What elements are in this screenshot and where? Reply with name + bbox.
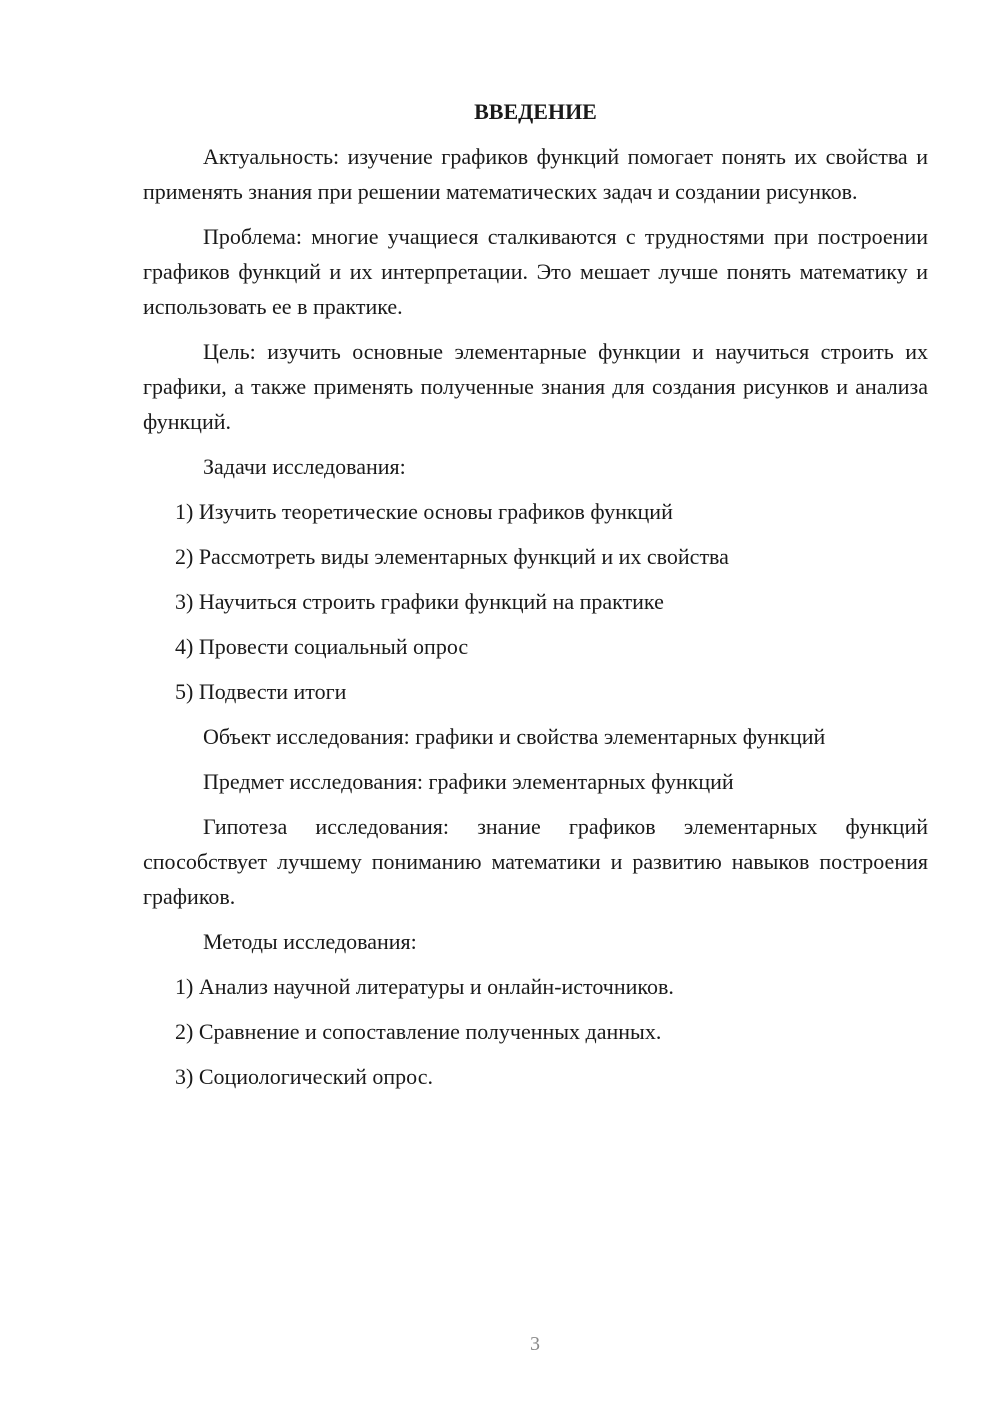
list-item: 2) Рассмотреть виды элементарных функций и их свойства (175, 544, 729, 569)
methods-heading: Методы исследования: (203, 929, 417, 954)
goal-paragraph: Цель: изучить основные элементарные функции и научиться строить их графики, а также применять полученные знания для создания рисунков и анализа функций. (143, 339, 928, 434)
methods-list (143, 969, 928, 1094)
list-item: 1) Изучить теоретические основы графиков функций (175, 499, 673, 524)
page-number: 3 (530, 1333, 540, 1355)
list-item: 1) Анализ научной литературы и онлайн-источников. (175, 974, 674, 999)
problem-paragraph: Проблема: многие учащиеся сталкиваются с трудностями при построении графиков функций и их интерпретации. Это мешает лучше понять математику и использовать ее в практике. (143, 224, 928, 319)
list-item: 2) Сравнение и сопоставление полученных данных. (175, 1019, 662, 1044)
list-item: 3) Научиться строить графики функций на практике (175, 589, 664, 614)
section-title: ВВЕДЕНИЕ (474, 99, 597, 124)
tasks-list (143, 494, 928, 709)
object-paragraph: Объект исследования: графики и свойства элементарных функций (203, 724, 826, 749)
subject-paragraph: Предмет исследования: графики элементарных функций (203, 769, 734, 794)
hypothesis-paragraph: Гипотеза исследования: знание графиков элементарных функций способствует лучшему пониманию математики и развитию навыков построения графиков. (143, 814, 928, 909)
page-content (143, 94, 928, 1104)
list-item: 3) Социологический опрос. (175, 1064, 433, 1089)
list-item: 4) Провести социальный опрос (175, 634, 469, 659)
relevance-paragraph: Актуальность: изучение графиков функций помогает понять их свойства и применять знания при решении математических задач и создании рисунков. (143, 144, 928, 204)
tasks-heading: Задачи исследования: (203, 454, 406, 479)
list-item: 5) Подвести итоги (175, 679, 347, 704)
